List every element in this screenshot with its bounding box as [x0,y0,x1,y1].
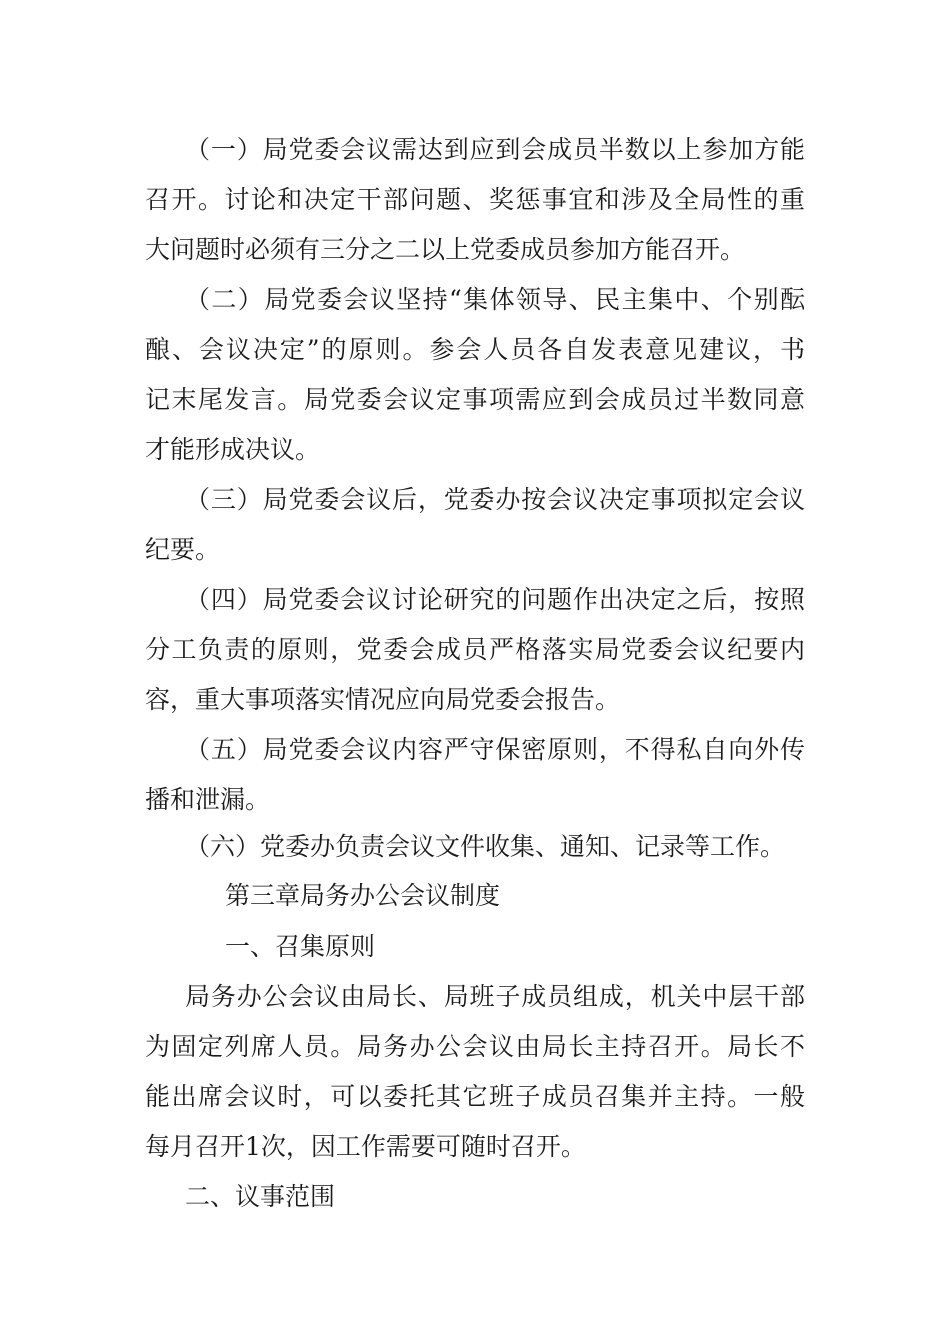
paragraph-line: 才能形成决议。 [145,435,321,464]
paragraph-line: （三）局党委会议后，党委办按会议决定事项拟定会议 [185,485,805,514]
paragraph-line: 分工负责的原则，党委会成员严格落实局党委会议纪要内 [145,635,805,664]
paragraph-line: 为固定列席人员。局务办公会议由局长主持召开。局长不 [145,1032,805,1061]
paragraph-line: 播和泄漏。 [145,785,271,814]
paragraph-line: 召开。讨论和决定干部问题、奖惩事宜和涉及全局性的重 [145,185,805,214]
chapter-heading: 第三章局务办公会议制度 [225,881,501,910]
section-heading: 二、议事范围 [185,1182,336,1211]
paragraph-line: （四）局党委会议讨论研究的问题作出决定之后，按照 [185,585,805,614]
section-heading: 一、召集原则 [225,932,376,961]
paragraph-line: （一）局党委会议需达到应到会成员半数以上参加方能 [185,135,805,164]
paragraph-line: 纪要。 [145,535,221,564]
paragraph-line: 大问题时必须有三分之二以上党委成员参加方能召开。 [145,235,746,264]
paragraph-line: （五）局党委会议内容严守保密原则，不得私自向外传 [185,735,805,764]
paragraph-line: 每月召开1次，因工作需要可随时召开。 [145,1132,586,1161]
paragraph-line: 酿、会议决定”的原则。参会人员各自发表意见建议，书 [145,335,805,364]
paragraph-line: 容，重大事项落实情况应向局党委会报告。 [145,685,621,714]
paragraph-line: （六）党委办负责会议文件收集、通知、记录等工作。 [185,832,786,861]
paragraph-line: 局务办公会议由局长、局班子成员组成，机关中层干部 [185,982,805,1011]
paragraph-line: （二）局党委会议坚持“集体领导、民主集中、个别酝 [185,285,805,314]
paragraph-line: 记末尾发言。局党委会议定事项需应到会成员过半数同意 [145,385,805,414]
paragraph-line: 能出席会议时，可以委托其它班子成员召集并主持。一般 [145,1082,805,1111]
